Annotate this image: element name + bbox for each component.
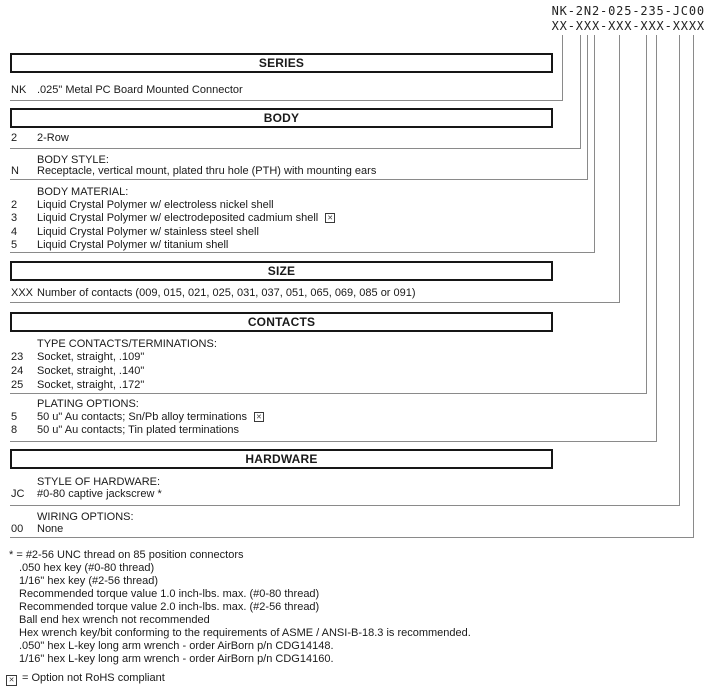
rohs-legend-text: = Option not RoHS compliant <box>22 672 165 684</box>
option-row-contacts-type <box>11 351 144 363</box>
section-header-hardware: HARDWARE <box>10 449 553 469</box>
footnote-line: 1/16" hex key (#2-56 thread) <box>19 575 159 587</box>
option-row-body-material <box>11 226 259 238</box>
option-code: XXX <box>11 287 34 299</box>
option-desc: Socket, straight, .140" <box>37 365 145 377</box>
option-desc: Liquid Crystal Polymer w/ stainless steel shell <box>37 226 259 238</box>
option-row-body-material <box>11 239 228 251</box>
connector-vline-plating <box>656 35 657 442</box>
option-code: JC <box>11 488 25 500</box>
option-code: 2 <box>11 132 18 144</box>
connector-vline-body-style <box>587 35 588 180</box>
not-rohs-icon: ✕ <box>254 412 264 422</box>
not-rohs-icon: ✕ <box>6 675 17 686</box>
option-row-body-material <box>11 199 274 211</box>
footnote-line: .050 hex key (#0-80 thread) <box>19 562 155 574</box>
option-desc: Socket, straight, .109" <box>37 351 145 363</box>
subsection-label-wiring: WIRING OPTIONS: <box>37 511 134 523</box>
option-row-plating <box>11 411 264 423</box>
connector-vline-wiring <box>693 35 694 538</box>
option-desc: .025" Metal PC Board Mounted Connector <box>37 84 243 96</box>
option-desc: Liquid Crystal Polymer w/ electroless nickel shell <box>37 199 274 211</box>
subsection-label-hardware-style: STYLE OF HARDWARE: <box>37 476 161 488</box>
option-code: NK <box>11 84 27 96</box>
option-row-contacts-type <box>11 365 144 377</box>
option-row-contacts-type <box>11 379 144 391</box>
option-row-body-rows <box>11 132 69 144</box>
connector-hline-contacts-type <box>10 393 647 394</box>
option-desc: Liquid Crystal Polymer w/ electrodeposited cadmium shell <box>37 212 319 224</box>
option-desc: Socket, straight, .172" <box>37 379 145 391</box>
option-row-body-style <box>11 165 376 177</box>
connector-hline-body-row <box>10 148 581 149</box>
option-row-body-material <box>11 212 335 224</box>
connector-hline-wiring <box>10 537 694 538</box>
connector-hline-hardware <box>10 505 680 506</box>
subsection-label-body-material: BODY MATERIAL: <box>37 186 129 198</box>
section-header-series: SERIES <box>10 53 553 73</box>
option-code: 8 <box>11 424 18 436</box>
footnotes <box>9 549 471 666</box>
connector-hline-body-style <box>10 179 588 180</box>
subsection-label-plating: PLATING OPTIONS: <box>37 398 139 410</box>
option-desc: Liquid Crystal Polymer w/ titanium shell <box>37 239 229 251</box>
part-number-value: NK-2N2-025-235-JC00 <box>551 4 705 18</box>
option-code: 24 <box>11 365 24 377</box>
option-code: 5 <box>11 239 18 251</box>
connector-vline-contacts-type <box>646 35 647 394</box>
option-code: 23 <box>11 351 24 363</box>
footnote-lead: * = #2-56 UNC thread on 85 position connectors <box>9 549 244 561</box>
option-code: N <box>11 165 19 177</box>
option-row-plating <box>11 424 239 436</box>
connector-vline-hardware <box>679 35 680 506</box>
option-code: 00 <box>11 523 24 535</box>
footnote-line: .050" hex L-key long arm wrench - order AirBorn p/n CDG14148. <box>19 640 334 652</box>
section-header-body: BODY <box>10 108 553 128</box>
option-desc: Number of contacts (009, 015, 021, 025, 031, 037, 051, 065, 069, 085 or 091) <box>37 287 416 299</box>
section-header-size: SIZE <box>10 261 553 281</box>
not-rohs-icon: ✕ <box>325 213 335 223</box>
part-number-pattern: XX-XXX-XXX-XXX-XXXX <box>551 19 705 33</box>
connector-hline-plating <box>10 441 657 442</box>
footnote-line: Recommended torque value 2.0 inch-lbs. max. (#2-56 thread) <box>19 601 320 613</box>
connector-hline-body-material <box>10 252 595 253</box>
footnote-line: Recommended torque value 1.0 inch-lbs. max. (#0-80 thread) <box>19 588 320 600</box>
connector-vline-body-row <box>580 35 581 149</box>
subsection-label-body-style: BODY STYLE: <box>37 154 109 166</box>
option-desc: Receptacle, vertical mount, plated thru hole (PTH) with mounting ears <box>37 165 377 177</box>
option-code: 4 <box>11 226 18 238</box>
option-desc: 50 u" Au contacts; Sn/Pb alloy terminations <box>37 411 247 423</box>
footnote-line: Ball end hex wrench not recommended <box>19 614 210 626</box>
subsection-label-contacts-type: TYPE CONTACTS/TERMINATIONS: <box>37 338 217 350</box>
option-desc: #0-80 captive jackscrew * <box>37 488 162 500</box>
option-desc: 50 u" Au contacts; Tin plated terminations <box>37 424 240 436</box>
option-desc: None <box>37 523 64 535</box>
option-code: 2 <box>11 199 18 211</box>
option-row-size <box>11 287 416 299</box>
rohs-legend <box>6 672 165 686</box>
option-row-series <box>11 84 243 96</box>
connector-hline-series <box>10 100 563 101</box>
footnote-line: 1/16" hex L-key long arm wrench - order AirBorn p/n CDG14160. <box>19 653 334 665</box>
option-row-wiring <box>11 523 63 535</box>
connector-hline-size <box>10 302 620 303</box>
connector-vline-series <box>562 35 563 101</box>
footnote-line: Hex wrench key/bit conforming to the requirements of ASME / ANSI-B-18.3 is recommended. <box>19 627 471 639</box>
section-header-contacts: CONTACTS <box>10 312 553 332</box>
connector-vline-size <box>619 35 620 303</box>
connector-vline-body-material <box>594 35 595 253</box>
option-code: 3 <box>11 212 18 224</box>
option-row-hardware-style <box>11 488 162 500</box>
option-code: 5 <box>11 411 18 423</box>
option-code: 25 <box>11 379 24 391</box>
option-desc: 2-Row <box>37 132 69 144</box>
